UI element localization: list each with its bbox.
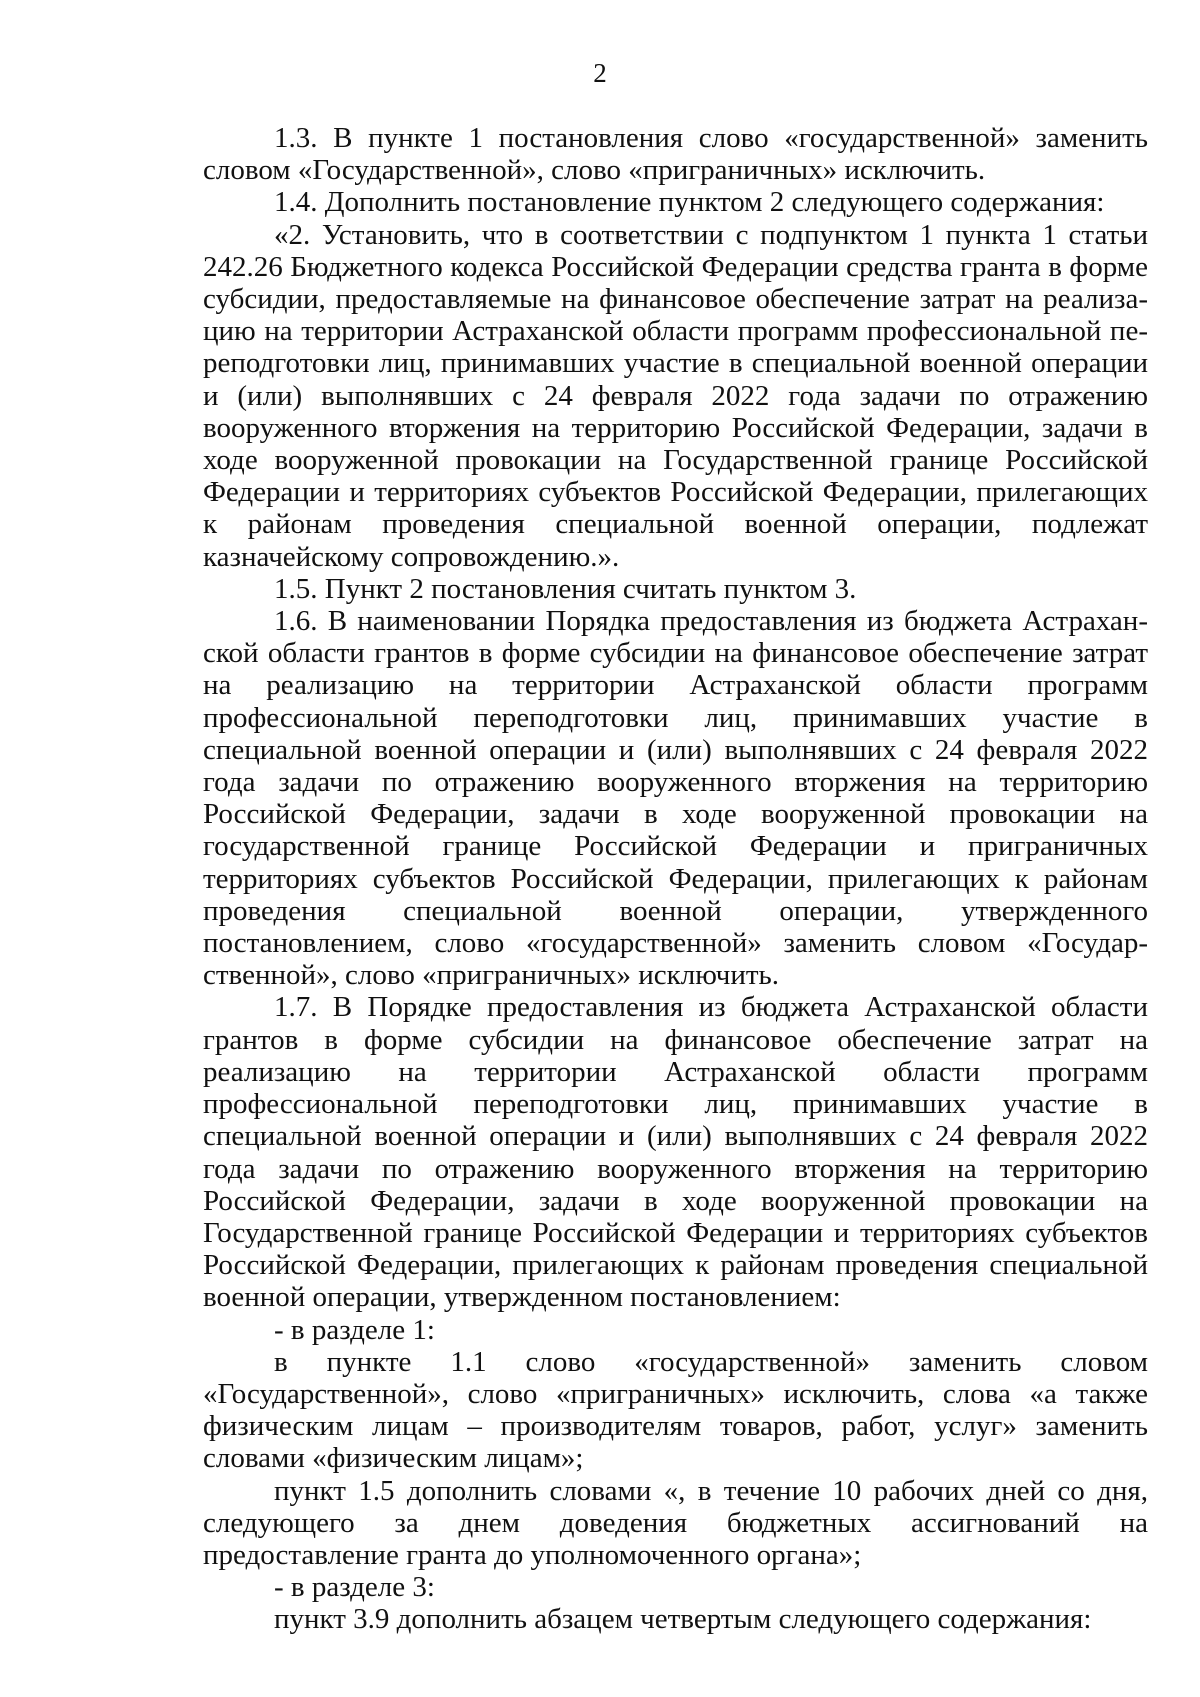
paragraph-1-6: 1.6. В наименовании Порядка предоставления из бюджета Астраханской области грантов в форме субсидии на финансовое обеспечение затрат на реализацию на территории Астраханской области программ профессиональной переподготовки лиц, принимавших участие в специальной военной операции и (или) выполнявших с 24 февраля 2022 года задачи по отражению вооруженного вторжения на территорию Российской Федерации, задачи в ходе вооруженной провокации на государственной границе Российской Федерации и приграничных территориях субъектов Российской Федерации, прилегающих к районам проведения специальной военной операции, утвержденного постановлением, слово «государственной» заменить словом «Государственной», слово «приграничных» исключить. [203,605,1148,992]
page-number: 2 [593,58,607,88]
paragraph-point-3-9: пункт 3.9 дополнить абзацем четвертым следующего содержания: [274,1603,1092,1636]
paragraph-point-1-1: в пункте 1.1 слово «государственной» заменить словом «Государственной», слово «приграничных» исключить, слова «а также физическим лицам – производителям товаров, работ, услуг» заменить словами «физическим лицам»; [203,1345,1148,1475]
paragraph-point-1-5: пункт 1.5 дополнить словами «, в течение 10 рабочих дней со дня, следующего за днем доведения бюджетных ассигнований на предоставление гранта до уполномоченного органа»; [203,1474,1148,1571]
paragraph-quoted-point-2: «2. Установить, что в соответствии с подпунктом 1 пункта 1 статьи 242.26 Бюджетного кодекса Российской Федерации средства гранта в форме субсидии, предоставляемые на финансовое обеспечение затрат на реализацию на территории Астраханской области программ профессиональной переподготовки лиц, принимавших участие в специальной военной операции и (или) выполнявших с 24 февраля 2022 года задачи по отражению вооруженного вторжения на территорию Российской Федерации, задачи в ходе вооруженной провокации на Государственной границе Российской Федерации и территориях субъектов Российской Федерации, прилегающих к районам проведения специальной военной операции, подлежат казначейскому сопровождению.». [203,218,1148,573]
paragraph-section-1: - в разделе 1: [274,1313,435,1346]
paragraph-1-5: 1.5. Пункт 2 постановления считать пунктом 3. [274,572,857,605]
document-body [203,122,1148,1636]
paragraph-1-7: 1.7. В Порядке предоставления из бюджета Астраханской области грантов в форме субсидии на финансовое обеспечение затрат на реализацию на территории Астраханской области программ профессиональной переподготовки лиц, принимавших участие в специальной военной операции и (или) выполнявших с 24 февраля 2022 года задачи по отражению вооруженного вторжения на территорию Российской Федерации, задачи в ходе вооруженной провокации на Государственной границе Российской Федерации и территориях субъектов Российской Федерации, прилегающих к районам проведения специальной военной операции, утвержденном постановлением: [203,991,1148,1314]
paragraph-1-4: 1.4. Дополнить постановление пунктом 2 следующего содержания: [274,186,1105,219]
paragraph-1-3: 1.3. В пункте 1 постановления слово «государственной» заменить словом «Государственной», слово «приграничных» исключить. [203,122,1148,187]
paragraph-section-3: - в разделе 3: [274,1571,435,1604]
